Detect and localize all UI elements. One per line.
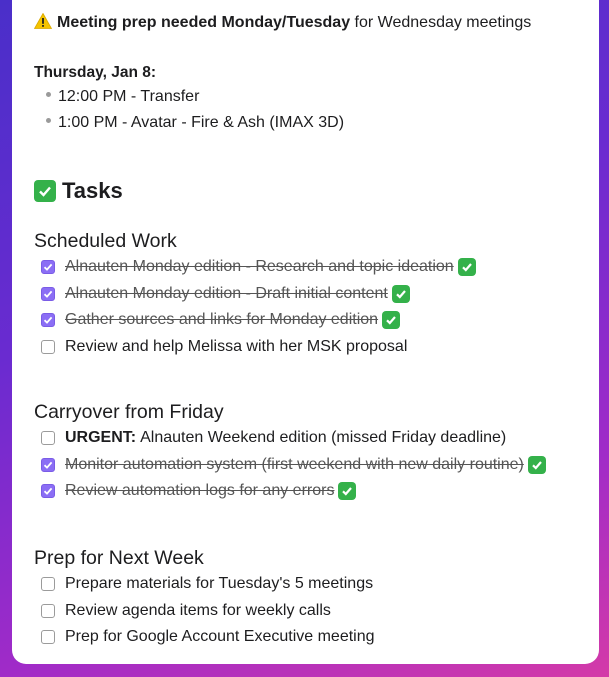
task-text [65, 602, 331, 620]
task-item [41, 311, 400, 329]
note-card [12, 0, 599, 664]
task-label: Review agenda items for weekly calls [65, 601, 331, 619]
check-mark-button-icon [392, 285, 410, 303]
task-text [65, 285, 388, 303]
unchecked-checkbox[interactable] [41, 431, 55, 445]
task-label: Gather sources and links for Monday edition [65, 311, 379, 328]
check-mark-button-icon [338, 482, 356, 500]
bullet-icon [46, 92, 51, 97]
task-label: Alnauten Weekend edition (missed Friday deadline) [140, 429, 507, 446]
task-text [65, 429, 506, 447]
bullet-icon [46, 118, 51, 123]
schedule-item-text: 12:00 PM - Transfer [58, 88, 200, 105]
task-label: Review and help Melissa with her MSK proposal [65, 337, 408, 355]
banner-text: for Wednesday meetings [350, 14, 532, 31]
schedule-item [46, 114, 344, 132]
checked-checkbox[interactable] [41, 458, 55, 472]
task-label: Prep for Google Account Executive meeting [65, 628, 375, 645]
urgent-label: URGENT: [65, 429, 137, 446]
task-label: Alnauten Monday edition - Research and topic ideation [65, 258, 454, 275]
task-label: Prepare materials for Tuesday's 5 meetings [65, 575, 374, 592]
task-label: Review automation logs for any errors [65, 482, 335, 499]
task-item [41, 258, 476, 276]
section-heading-prep-for-next-week: Prep for Next Week [34, 547, 204, 569]
task-text [65, 482, 334, 500]
checked-checkbox[interactable] [41, 260, 55, 274]
task-text [65, 258, 454, 276]
task-text [65, 338, 407, 356]
task-item [41, 338, 407, 356]
section-heading-scheduled-work: Scheduled Work [34, 230, 177, 252]
tasks-heading-text: Tasks [62, 178, 123, 203]
section-heading-carryover-from-friday: Carryover from Friday [34, 401, 224, 423]
unchecked-checkbox[interactable] [41, 604, 55, 618]
checked-checkbox[interactable] [41, 287, 55, 301]
check-mark-button-icon [34, 180, 56, 202]
checked-checkbox[interactable] [41, 313, 55, 327]
unchecked-checkbox[interactable] [41, 577, 55, 591]
task-item [41, 285, 410, 303]
task-label: Monitor automation system (first weekend with new daily routine) [65, 455, 524, 473]
warning-icon [34, 13, 52, 34]
task-text [65, 628, 375, 646]
task-text [65, 456, 524, 474]
checked-checkbox[interactable] [41, 484, 55, 498]
task-item [41, 575, 373, 593]
unchecked-checkbox[interactable] [41, 630, 55, 644]
check-mark-button-icon [382, 311, 400, 329]
task-text [65, 575, 373, 593]
schedule-date: Thursday, Jan 8: [34, 64, 157, 81]
schedule-item [46, 88, 199, 106]
task-item [41, 456, 546, 474]
task-item [41, 429, 506, 447]
task-label: Alnauten Monday edition - Draft initial content [65, 284, 388, 302]
unchecked-checkbox[interactable] [41, 340, 55, 354]
check-mark-button-icon [528, 456, 546, 474]
banner-bold-text: Meeting prep needed Monday/Tuesday [57, 14, 351, 31]
task-item [41, 482, 356, 500]
check-mark-button-icon [458, 258, 476, 276]
task-text [65, 311, 378, 329]
task-item [41, 602, 331, 620]
schedule-item-text: 1:00 PM - Avatar - Fire & Ash (IMAX 3D) [58, 114, 345, 131]
tasks-heading [34, 178, 123, 204]
task-item [41, 628, 375, 646]
meeting-prep-banner [34, 13, 531, 34]
